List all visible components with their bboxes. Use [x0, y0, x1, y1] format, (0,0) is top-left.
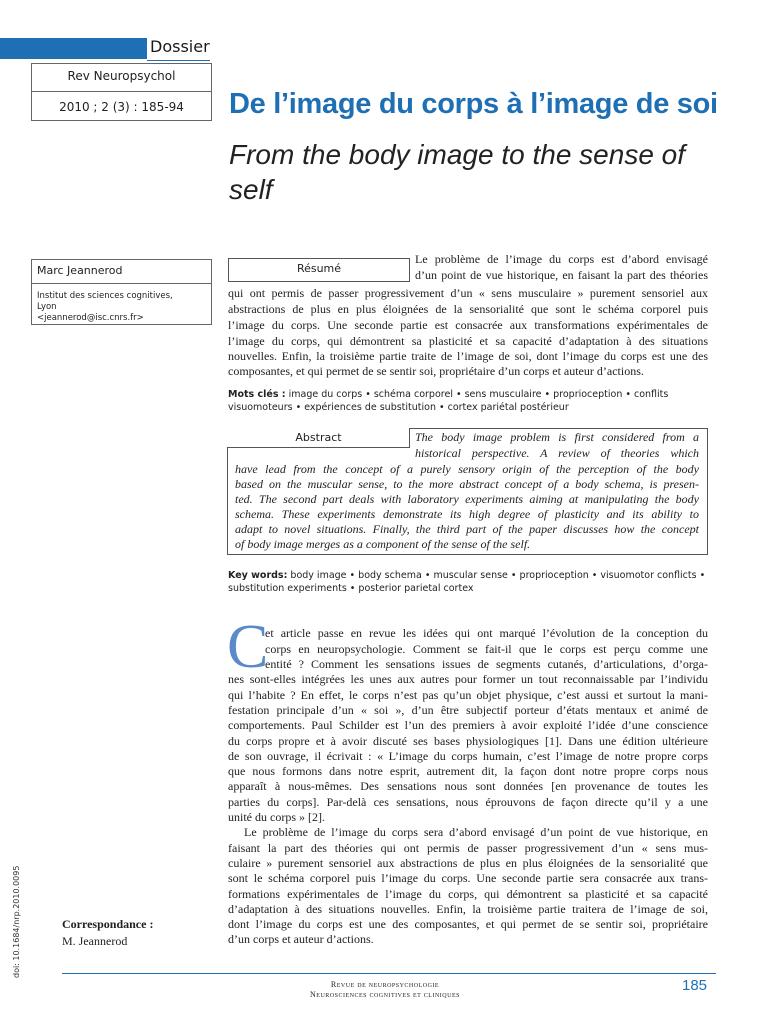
abstract-line: based on the muscular sense, to the more abstract concept of a body schema, is presen-	[235, 477, 699, 491]
drop-cap: C	[227, 613, 269, 681]
body-line: apparaît à nous-mêmes. Des sensations nous sont données [en provenance de toutes les	[228, 779, 708, 793]
title-french: De l’image du corps à l’image de soi	[229, 88, 718, 120]
body-line: culaire » purement sensoriel aux abstractions de plus en plus éloignées de la sensorialité que	[228, 856, 708, 870]
journal-divider	[31, 91, 212, 92]
body-line: unité du corps » [2].	[228, 810, 325, 824]
author-name: Marc Jeannerod	[37, 264, 123, 277]
abstract-line: The body image problem is first considered from a	[415, 430, 699, 444]
body-line: que nous formons dans notre esprit, autrement dit, la façon dont notre propre corps nous	[228, 764, 708, 778]
resume-line: l’image du corps. Une seconde partie est consacrée aux transformations expérimentales de	[228, 318, 708, 332]
body-line: festation principale d’un « soi », d’un être subjectif porteur d’états mentaux et animé de	[228, 703, 708, 717]
keywords-fr-line-2: visuomoteurs • expériences de substitution • cortex pariétal postérieur	[228, 402, 569, 413]
body-line: Le problème de l’image du corps sera d’abord envisagé d’un point de vue historique, en	[244, 825, 708, 839]
resume-line: nouvelles. Enfin, la troisième partie traite de l’image de soi, dont l’image du corps est une des	[228, 349, 708, 363]
body-line: nes sont-elles intégrées les unes aux autres pour former un tout reconnaissable par l’individu	[228, 672, 708, 686]
keywords-en-line	[228, 570, 705, 582]
abstract-line: historical perspective. A review of theories which	[415, 446, 699, 460]
resume-line: abstractions de plus en plus éloignées de la sensorialité que sont le schéma corporel puis	[228, 302, 708, 316]
body-line: d’un corps et auteur d’actions.	[228, 932, 374, 946]
body-line: comportements. Paul Schilder est l’un des premiers à avoir exploité l’idée d’une conscience	[228, 718, 708, 732]
body-line: et article passe en revue les idées qui ont marqué l’évolution de la conception du	[265, 626, 708, 640]
resume-label: Résumé	[296, 262, 342, 275]
body-line: du corps propre et à avoir discuté ses bases physiologiques [1]. Dans une édition ultérieure	[228, 734, 708, 748]
abstract-line: ted. The second part deals with laboratory experiments aiming at manipulating the body	[235, 492, 699, 506]
author-affiliation	[37, 291, 207, 324]
abstract-line: of body image merges as a component of the sense of the self.	[235, 537, 531, 551]
title-english: From the body image to the sense of self	[229, 139, 686, 205]
keywords-fr-label: Mots clés :	[228, 389, 286, 400]
affiliation-institute: Institut des sciences cognitives,	[37, 291, 173, 301]
body-line: sont le schéma corporel puis l’image du corps. Une seconde partie sera consacrée aux trans-	[228, 871, 708, 885]
footer-rule	[62, 973, 716, 974]
resume-line: l’image du corps, qui démontrent sa plasticité et sa capacité d’adaptation à des situations	[228, 334, 708, 348]
resume-line: d’un point de vue historique, en faisant la part des théories	[415, 268, 708, 282]
section-label: Dossier	[150, 37, 210, 56]
abstract-line: schema. These experiments demonstrate its high degree of plasticity and its ability to	[235, 507, 699, 521]
body-line: parties du corps]. Par-delà ces sensations, nous éprouvons de façon directe qu’il y a une	[228, 795, 708, 809]
journal-citation: 2010 ; 2 (3) : 185-94	[59, 100, 184, 114]
keywords-fr-text: image du corps • schéma corporel • sens musculaire • proprioception • conflits	[288, 389, 669, 400]
page-number: 185	[682, 977, 708, 994]
abstract-line: adapt to novel situations. Finally, the third part of the paper discusses how the concept	[235, 522, 699, 536]
resume-line: qui ont permis de passer progressivement d’un « sens musculaire » purement sensoriel aux	[228, 286, 708, 300]
resume-line: composantes, et qui permet de se sentir soi, propriétaire d’un corps et auteur d’actions.	[228, 364, 644, 378]
abstract-line: have lead from the concept of a purely sensory origin of the perception of the body	[235, 462, 699, 476]
abstract-label: Abstract	[295, 431, 342, 444]
doi-label[interactable]: doi: 10.1684/nrp.2010.0095	[12, 865, 21, 978]
body-line: formations expérimentales de l’image du corps, qui démontrent sa plasticité et sa capacité	[228, 887, 708, 901]
keywords-en-text: body image • body schema • muscular sense • proprioception • visuomotor conflicts •	[290, 570, 706, 581]
correspondence-label: Correspondance :	[62, 917, 154, 931]
affiliation-email[interactable]: <jeannerod@isc.cnrs.fr>	[37, 313, 144, 323]
affiliation-city: Lyon	[37, 302, 57, 312]
body-line: d’adaptation à des situations nouvelles. Enfin, la troisième partie traitera de l’image de soi,	[228, 902, 708, 916]
author-divider	[31, 283, 212, 284]
body-line: corps en neuropsychologie. Comment se fait-il que le corps est perçu comme une	[265, 642, 708, 656]
keywords-en-label: Key words:	[228, 570, 288, 581]
keywords-en-line-2: substitution experiments • posterior parietal cortex	[228, 583, 474, 594]
body-line: qui l’habite ? En effet, le corps n’est pas qu’un objet physique, c’est aussi et surtout la mani-	[228, 688, 708, 702]
footer-journal-subtitle: Neurosciences cognitives et cliniques	[310, 990, 460, 999]
resume-line: Le problème de l’image du corps est d’abord envisagé	[415, 252, 708, 266]
body-line: dont l’image du corps est une des composantes, et qui permet de se sentir soi, propriétaire	[228, 917, 708, 931]
keywords-fr-line	[228, 389, 668, 401]
footer-journal-title: Revue de neuropsychologie	[330, 980, 440, 989]
body-line: entité ? Comment les sensations issues de segments cutanés, d’articulations, d’orga-	[265, 657, 708, 671]
body-line: de son ouvrage, il écrivait : « L’image du corps humain, c’est l’image de notre propre corps	[228, 749, 708, 763]
journal-name: Rev Neuropsychol	[67, 69, 176, 83]
body-line: faisant la part des théories qui ont permis de passer progressivement d’un « sens mus-	[228, 841, 708, 855]
correspondence-name: M. Jeannerod	[62, 934, 128, 948]
